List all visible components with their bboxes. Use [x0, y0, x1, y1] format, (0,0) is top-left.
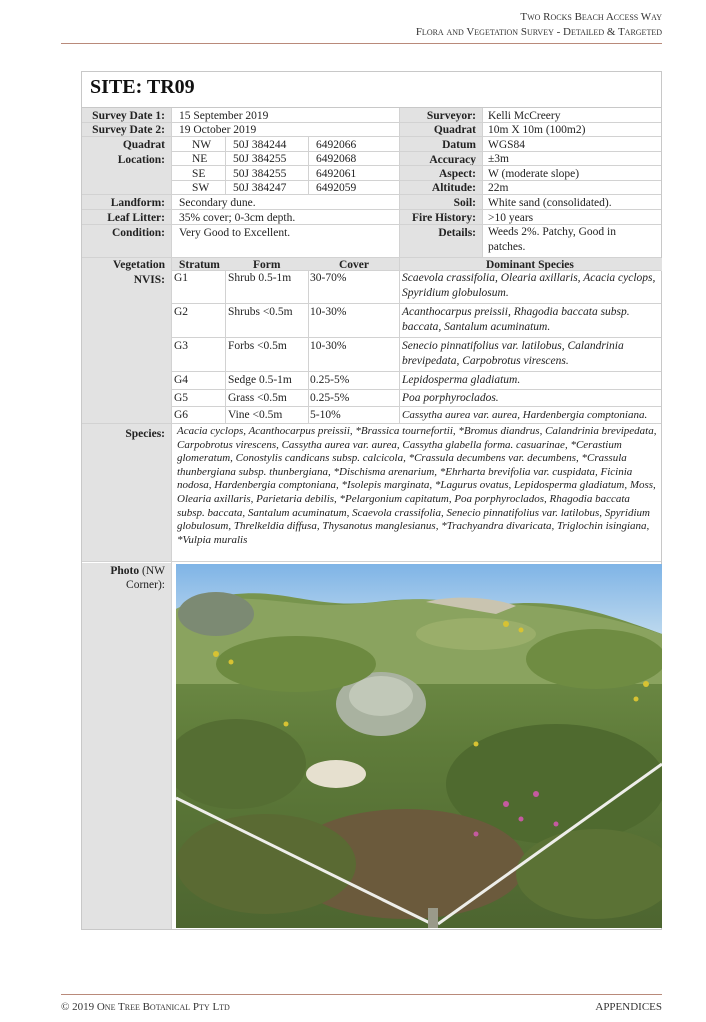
species-list: Acacia cyclops, Acanthocarpus preissii, *Brassica tournefortii, *Bromus diandrus, Calandrinia brevipedata, Carpobrotus virescens, Cassytha aurea var. aurea, Cassytha glabella forma. casuarinae, *Cerastium glomeratum, Conostylis candicans subsp. calcicola, *Crassula decumbens var. decumbens, *Crassula thunbergiana subsp. thunbergiana, *Dischisma arenarium, *Ehrharta brevifolia var. cuspidata, Ficinia nodosa, Hardenbergia comptoniana, *Isolepis marginata, *Lagurus ovatus, Lepidosperma gladiatum, Moss, Olearia axillaris, Parietaria debilis, *Pelargonium capitatum, Poa porphyroclados, Rhagodia baccata subsp. baccata, Santalum acuminatum, Scaevola crassifolia, Senecio pinnatifolius var. latilobus, Spyridium globulosum, Threlkeldia diffusa, Thysanotus manglesianus, *Trachyandra divaricata, Triglochin isingiana, *Vulpia muralis [177, 425, 657, 546]
cover-header: Cover [339, 259, 370, 271]
corner-se-zone: 50J 384255 [233, 168, 287, 180]
veg-row-3-form: Forbs <0.5m [228, 340, 287, 352]
accuracy-label: Accuracy [399, 153, 482, 167]
soil-label: Soil: [399, 196, 482, 210]
veg-row-2-cover: 10-30% [310, 306, 347, 318]
soil: White sand (consolidated). [488, 197, 612, 209]
veg-row-1-cover: 30-70% [310, 272, 347, 284]
row-divider [82, 194, 661, 195]
stratum-header: Stratum [179, 259, 220, 271]
details: Weeds 2%. Patchy, Good in patches. [488, 226, 616, 253]
datum: WGS84 [488, 139, 526, 151]
datum-label: Datum [399, 138, 482, 152]
footer-copyright: © 2019 One Tree Botanical Pty Ltd [61, 1001, 230, 1013]
leaf-litter-label: Leaf Litter: [82, 211, 171, 225]
site-card [81, 71, 662, 930]
site-photo [176, 564, 662, 928]
veg-row-4-form: Sedge 0.5-1m [228, 374, 292, 386]
landform-label: Landform: [82, 196, 171, 210]
veg-row-5-species: Poa porphyroclados. [402, 392, 499, 404]
quadrat-location-label-2: Location: [82, 153, 171, 167]
quadrat-location-label: Quadrat [82, 138, 171, 152]
leaf-litter: 35% cover; 0-3cm depth. [179, 212, 296, 224]
photo-label-bold: Photo [110, 565, 140, 577]
column-divider [399, 108, 400, 423]
row-divider [171, 371, 661, 372]
nvis-label: NVIS: [82, 273, 171, 287]
column-divider [482, 108, 483, 257]
header-line-1: Two Rocks Beach Access Way [520, 11, 662, 23]
veg-row-6-species: Cassytha aurea var. aurea, Hardenbergia comptoniana. [402, 409, 648, 421]
column-divider [225, 270, 226, 423]
veg-row-5-cover: 0.25-5% [310, 392, 350, 404]
veg-row-6-cover: 5-10% [310, 409, 341, 421]
corner-se-northing: 6492061 [316, 168, 357, 180]
veg-row-6-stratum: G6 [174, 409, 189, 421]
species-header: Dominant Species [486, 259, 574, 271]
page-header [416, 10, 662, 40]
quadrat-size: 10m X 10m (100m2) [488, 124, 586, 136]
altitude-label: Altitude: [399, 181, 482, 195]
aspect-label: Aspect: [399, 167, 482, 181]
corner-sw-zone: 50J 384247 [233, 182, 287, 194]
veg-row-5-stratum: G5 [174, 392, 189, 404]
veg-row-3-cover: 10-30% [310, 340, 347, 352]
veg-row-3-stratum: G3 [174, 340, 189, 352]
species-label: Species: [82, 427, 171, 441]
row-divider [171, 151, 661, 152]
row-divider [82, 122, 661, 123]
quadrat-size-label: Quadrat [399, 123, 482, 137]
row-divider [171, 165, 661, 166]
veg-row-1-form: Shrub 0.5-1m [228, 272, 292, 284]
survey-date-1: 15 September 2019 [179, 110, 269, 122]
header-line-2: Flora and Vegetation Survey - Detailed & Targeted [415, 26, 662, 38]
corner-ne: NE [192, 153, 208, 165]
survey-date-2: 19 October 2019 [179, 124, 257, 136]
photo-label-rest: (NW Corner): [126, 565, 165, 591]
site-title: SITE: TR09 [90, 76, 195, 98]
altitude: 22m [488, 182, 509, 194]
veg-row-1-stratum: G1 [174, 272, 189, 284]
row-divider [171, 389, 661, 390]
row-divider [171, 303, 661, 304]
row-divider [82, 136, 661, 137]
corner-nw-northing: 6492066 [316, 139, 357, 151]
veg-row-4-stratum: G4 [174, 374, 189, 386]
column-divider [308, 136, 309, 194]
footer-section: APPENDICES [595, 1001, 662, 1013]
photo-label [86, 564, 165, 592]
photo-label-bg [82, 563, 171, 929]
row-divider [82, 224, 661, 225]
condition: Very Good to Excellent. [179, 227, 291, 239]
veg-row-6-form: Vine <0.5m [228, 409, 283, 421]
row-divider [82, 561, 661, 562]
veg-row-2-form: Shrubs <0.5m [228, 306, 293, 318]
landform: Secondary dune. [179, 197, 256, 209]
veg-row-3-species: Senecio pinnatifolius var. latilobus, Calandrinia brevipedata, Carpobrotus virescens. [402, 340, 624, 367]
row-divider [82, 209, 661, 210]
row-divider [82, 257, 661, 258]
row-divider [171, 337, 661, 338]
corner-nw: NW [192, 139, 212, 151]
corner-sw-northing: 6492059 [316, 182, 357, 194]
corner-ne-northing: 6492068 [316, 153, 357, 165]
survey-date-1-label: Survey Date 1: [82, 109, 171, 123]
corner-sw: SW [192, 182, 210, 194]
veg-row-4-cover: 0.25-5% [310, 374, 350, 386]
veg-row-1-species: Scaevola crassifolia, Olearia axillaris, Acacia cyclops, Spyridium globulosum. [402, 272, 656, 299]
veg-row-5-form: Grass <0.5m [228, 392, 287, 404]
surveyor: Kelli McCreery [488, 110, 561, 122]
row-divider [171, 180, 661, 181]
surveyor-label: Surveyor: [399, 109, 482, 123]
accuracy: ±3m [488, 153, 510, 165]
row-divider [82, 423, 661, 424]
column-divider [171, 108, 172, 929]
left-label-column [82, 108, 171, 561]
details-label: Details: [399, 226, 482, 240]
condition-label: Condition: [82, 226, 171, 240]
survey-date-2-label: Survey Date 2: [82, 123, 171, 137]
column-divider [225, 136, 226, 194]
vegetation-label: Vegetation [82, 258, 171, 272]
site-photo-image [176, 564, 662, 928]
column-divider [308, 270, 309, 423]
corner-nw-zone: 50J 384244 [233, 139, 287, 151]
footer-rule [61, 994, 662, 995]
row-divider [171, 406, 661, 407]
corner-se: SE [192, 168, 206, 180]
header-rule [61, 43, 662, 44]
corner-ne-zone: 50J 384255 [233, 153, 287, 165]
form-header: Form [253, 259, 281, 271]
fire-history: >10 years [488, 212, 534, 224]
veg-row-2-stratum: G2 [174, 306, 189, 318]
fire-history-label: Fire History: [399, 211, 482, 225]
row-divider [171, 270, 661, 271]
veg-row-2-species: Acanthocarpus preissii, Rhagodia baccata subsp. baccata, Santalum acuminatum. [402, 306, 630, 333]
aspect: W (moderate slope) [488, 168, 580, 180]
veg-row-4-species: Lepidosperma gladiatum. [402, 374, 521, 386]
